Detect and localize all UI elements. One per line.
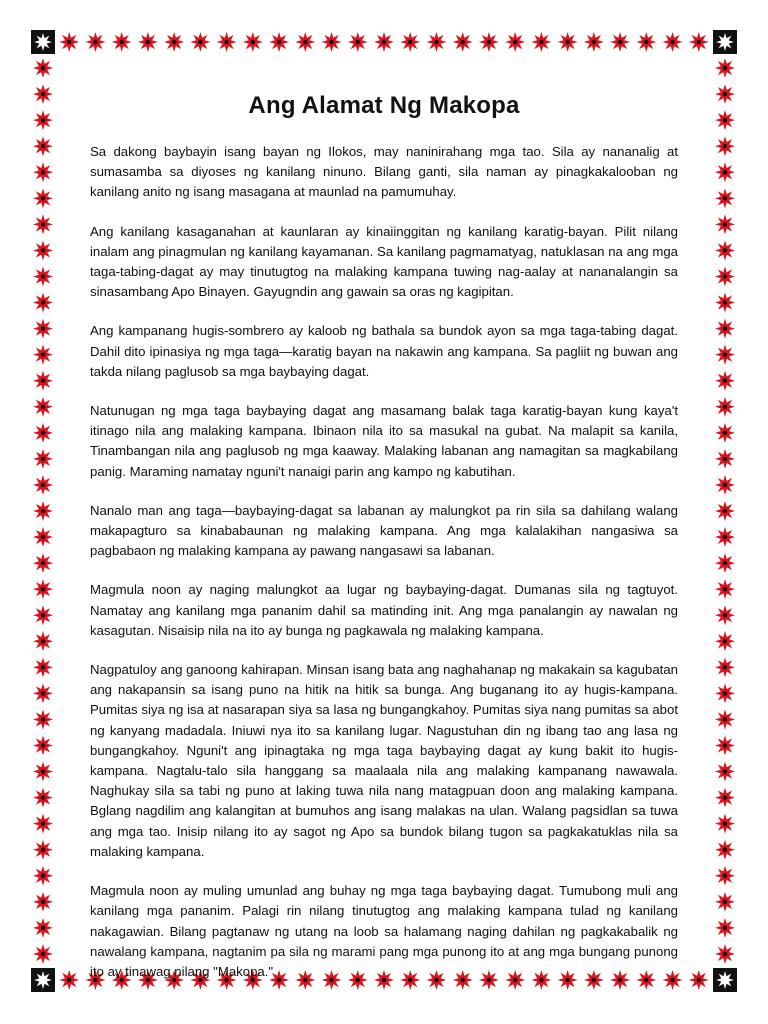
star-ornament-icon bbox=[33, 918, 53, 938]
star-ornament-icon bbox=[715, 866, 735, 886]
star-ornament-icon bbox=[33, 866, 53, 886]
star-ornament-icon bbox=[689, 970, 709, 990]
star-ornament-icon bbox=[33, 188, 53, 208]
star-ornament-icon bbox=[400, 32, 420, 52]
star-ornament-icon bbox=[715, 944, 735, 964]
star-ornament-icon bbox=[531, 32, 551, 52]
star-ornament-icon bbox=[59, 970, 79, 990]
paragraph-6: Magmula noon ay naging malungkot aa lugar ng baybaying-dagat. Dumanas sila ng tagtuyot. Namatay ang kanilang mga pananim dahil sa matinding init. Ang mga panalangin ay nawalan ng kasagutan. Nisaisip nila na ito ay bunga ng pagkawala ng malaking kampana. bbox=[90, 582, 678, 638]
star-ornament-icon bbox=[715, 892, 735, 912]
star-ornament-icon bbox=[715, 162, 735, 182]
star-ornament-icon bbox=[610, 32, 630, 52]
page-title: Ang Alamat Ng Makopa bbox=[248, 92, 520, 119]
star-ornament-icon bbox=[715, 683, 735, 703]
star-ornament-icon bbox=[33, 240, 53, 260]
star-ornament-icon bbox=[715, 527, 735, 547]
star-ornament-icon bbox=[33, 345, 53, 365]
star-ornament-icon bbox=[584, 32, 604, 52]
star-ornament-icon bbox=[217, 32, 237, 52]
star-ornament-icon bbox=[715, 736, 735, 756]
star-ornament-icon bbox=[33, 293, 53, 313]
star-ornament-icon bbox=[715, 58, 735, 78]
paragraph-5: Nanalo man ang taga—baybaying-dagat sa labanan ay malungkot pa rin sila sa dahilang walang makapagturo sa kinababaunan ng malaking kampana. Ang mga kalalakihan nangasiwa sa pagbabaon ng malaking kampana ay pawang nangasawi sa labanan. bbox=[90, 502, 678, 559]
star-ornament-icon bbox=[426, 32, 446, 52]
star-ornament-icon bbox=[715, 345, 735, 365]
star-ornament-icon bbox=[112, 32, 132, 52]
star-ornament-icon bbox=[715, 319, 735, 339]
star-ornament-icon bbox=[33, 762, 53, 782]
star-ornament-icon bbox=[59, 32, 79, 52]
star-ornament-icon bbox=[295, 32, 315, 52]
star-ornament-icon bbox=[33, 631, 53, 651]
star-ornament-icon bbox=[715, 423, 735, 443]
star-ornament-icon bbox=[715, 840, 735, 860]
star-ornament-icon bbox=[33, 840, 53, 860]
star-ornament-icon bbox=[715, 762, 735, 782]
star-ornament-icon bbox=[33, 657, 53, 677]
star-ornament-icon bbox=[715, 631, 735, 651]
star-ornament-icon bbox=[715, 371, 735, 391]
star-ornament-icon bbox=[715, 918, 735, 938]
star-ornament-icon bbox=[715, 293, 735, 313]
star-ornament-icon bbox=[33, 814, 53, 834]
star-ornament-icon bbox=[715, 501, 735, 521]
star-ornament-icon bbox=[33, 579, 53, 599]
star-ornament-icon bbox=[715, 267, 735, 287]
star-ornament-icon bbox=[243, 32, 263, 52]
star-ornament-icon bbox=[715, 553, 735, 573]
star-ornament-icon bbox=[715, 110, 735, 130]
star-ornament-icon bbox=[33, 892, 53, 912]
star-ornament-icon bbox=[33, 319, 53, 339]
star-ornament-icon bbox=[348, 32, 368, 52]
corner-star-icon bbox=[713, 30, 737, 54]
star-ornament-icon bbox=[715, 84, 735, 104]
paragraph-1: Sa dakong baybayin isang bayan ng Ilokos, may naninirahang mga tao. Sila ay nananalig at sumasamba sa diyoses ng kanilang ninuno. Bilang ganti, sila naman ay pinagkakalooban ng kanilang anito ng isang masagana at maunlad na pamumuhay. bbox=[90, 144, 678, 200]
star-ornament-icon bbox=[33, 136, 53, 156]
star-ornament-icon bbox=[190, 32, 210, 52]
star-ornament-icon bbox=[715, 449, 735, 469]
star-ornament-icon bbox=[715, 605, 735, 625]
star-ornament-icon bbox=[33, 397, 53, 417]
star-ornament-icon bbox=[715, 814, 735, 834]
star-ornament-icon bbox=[715, 240, 735, 260]
star-ornament-icon bbox=[558, 32, 578, 52]
paragraph-2: Ang kanilang kasaganahan at kaunlaran ay kinaiinggitan ng kanilang karatig-bayan. Pilit nilang inalam ang pinagmulan ng kanilang kayamanan. Sa kanilang pagmamatyag, natuklasan na ang mga taga-tabing-dagat ay may tinutugtog na malaking kampana tuwing nag-aalay at nananalangin sa sinasambang Apo Binayen. Gayugndin ang gawain sa oras ng kagipitan. bbox=[90, 223, 678, 300]
star-ornament-icon bbox=[33, 736, 53, 756]
star-ornament-icon bbox=[33, 527, 53, 547]
star-ornament-icon bbox=[715, 397, 735, 417]
star-ornament-icon bbox=[636, 32, 656, 52]
star-ornament-icon bbox=[453, 32, 473, 52]
star-ornament-icon bbox=[33, 84, 53, 104]
star-ornament-icon bbox=[689, 32, 709, 52]
star-ornament-icon bbox=[85, 32, 105, 52]
star-ornament-icon bbox=[715, 475, 735, 495]
star-ornament-icon bbox=[715, 136, 735, 156]
star-ornament-icon bbox=[33, 475, 53, 495]
star-ornament-icon bbox=[33, 267, 53, 287]
star-ornament-icon bbox=[322, 32, 342, 52]
corner-star-icon bbox=[31, 30, 55, 54]
paragraph-8: Magmula noon ay muling umunlad ang buhay ng mga taga baybaying dagat. Tumubong muli ang kanilang mga pananim. Palagi rin nilang tinutugtog ang malaking kampana tulad ng kanilang nakagawian. Bilang pagtanaw ng utang na loob sa halamang naging dahilan ng pagkakabalik ng nawalang kampana, nagtanim pa sila ng marami pang mga punong ito at ang mga bungang punong ito ay tinawag nilang "Makopa." bbox=[90, 883, 678, 979]
star-ornament-icon bbox=[715, 579, 735, 599]
corner-star-icon bbox=[31, 968, 55, 992]
star-ornament-icon bbox=[33, 501, 53, 521]
star-ornament-icon bbox=[715, 214, 735, 234]
star-ornament-icon bbox=[164, 32, 184, 52]
star-ornament-icon bbox=[33, 709, 53, 729]
star-ornament-icon bbox=[33, 423, 53, 443]
paragraph-3: Ang kampanang hugis-sombrero ay kaloob ng bathala sa bundok ayon sa mga taga-tabing dagat. Dahil dito ipinasiya ng mga taga—karatig bayan na nakawin ang kampana. Sa pagliit ng buwan ang takda nilang paglusob sa mga baybaying dagat. bbox=[90, 323, 678, 379]
star-ornament-icon bbox=[374, 32, 394, 52]
star-ornament-icon bbox=[715, 657, 735, 677]
star-ornament-icon bbox=[33, 371, 53, 391]
star-ornament-icon bbox=[138, 32, 158, 52]
star-ornament-icon bbox=[33, 683, 53, 703]
paragraph-7: Nagpatuloy ang ganoong kahirapan. Minsan isang bata ang naghahanap ng makakain sa kagubatan ang nakapansin sa isang puno na hitik na hitik sa bunga. Ang buganang ito ay hugis-kampana. Pumitas siya ng isa at nasarapan siya sa lasa ng bungangkahoy. Pumitas siya nang pumitas sa abot ng kanyang madadala. Iniuwi nya ito sa kanilang lugar. Nagustuhan din ng ibang tao ang lasa ng bungangkahoy. Nguni't ang ipinagtaka ng mga taga baybaying dagat ay kung bakit ito hugis-kampana. Nagtalu-talo sila hanggang sa maalaala nila ang malaking kampanang nawawala. Naghukay sila sa tabi ng puno at laking tuwa nila nang matagpuan doon ang malaking kampana. Bglang nagdilim ang kalangitan at bumuhos ang isang malakas na ulan. Walang pagsidlan sa tuwa ang mga tao. Inisip nilang ito ay sagot ng Apo sa bundok bilang tugon sa pagkakatuklas nila sa malaking kampana. bbox=[90, 662, 678, 859]
star-ornament-icon bbox=[479, 32, 499, 52]
star-ornament-icon bbox=[33, 58, 53, 78]
star-ornament-icon bbox=[715, 709, 735, 729]
star-ornament-icon bbox=[715, 188, 735, 208]
star-ornament-icon bbox=[33, 110, 53, 130]
star-ornament-icon bbox=[33, 605, 53, 625]
star-ornament-icon bbox=[33, 449, 53, 469]
star-ornament-icon bbox=[33, 788, 53, 808]
star-ornament-icon bbox=[663, 32, 683, 52]
document-body bbox=[90, 92, 678, 1001]
star-ornament-icon bbox=[269, 32, 289, 52]
star-ornament-icon bbox=[33, 944, 53, 964]
paragraph-4: Natunugan ng mga taga baybaying dagat ang masamang balak taga karatig-bayan kung kaya't itinago nila ang malaking kampana. Ibinaon nila ito sa masukal na gubat. Na malapit sa kanila, Tinambangan nila ang paglusob ng mga kaaway. Malaking labanan ang namagitan sa magkabilang panig. Maraming namatay nguni't nanaigi parin ang kampo ng kabutihan. bbox=[90, 403, 678, 479]
star-ornament-icon bbox=[33, 553, 53, 573]
corner-star-icon bbox=[713, 968, 737, 992]
star-ornament-icon bbox=[505, 32, 525, 52]
star-ornament-icon bbox=[33, 162, 53, 182]
star-ornament-icon bbox=[33, 214, 53, 234]
star-ornament-icon bbox=[715, 788, 735, 808]
